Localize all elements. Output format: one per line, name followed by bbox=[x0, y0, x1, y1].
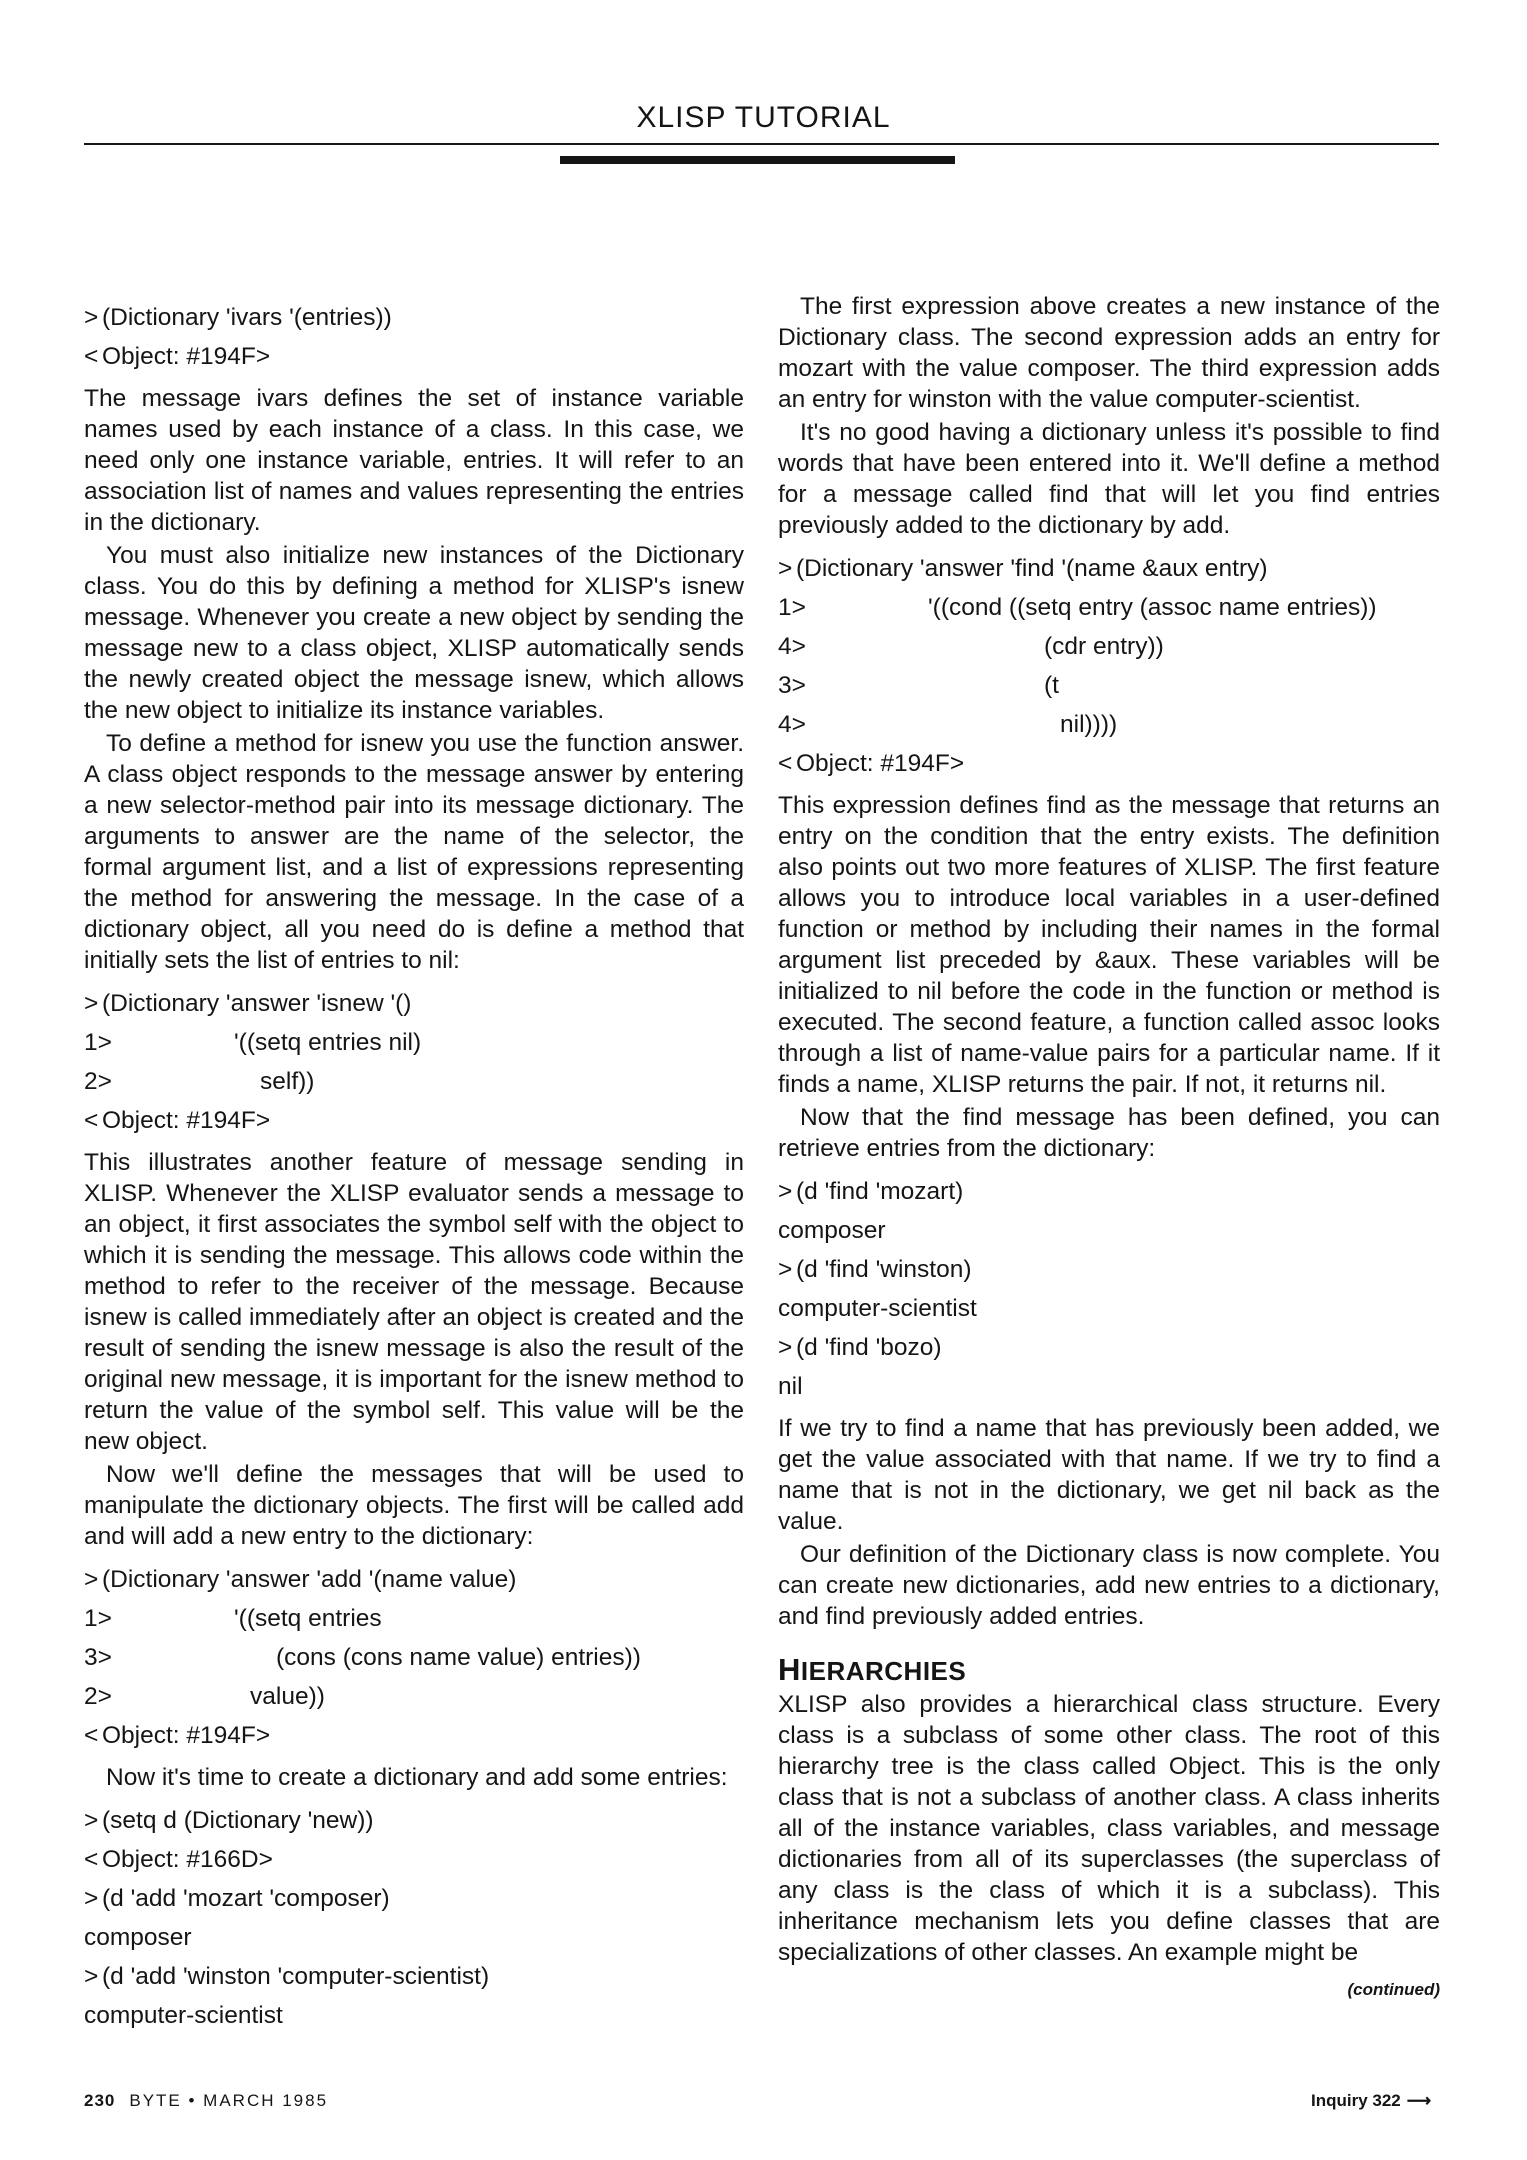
code-line: computer-scientist bbox=[84, 2002, 283, 2029]
code-block bbox=[84, 298, 744, 376]
paragraph: This expression defines find as the message that returns an entry on the condition that the entry exists. The definition also points out two more features of XLISP. The first feature allows you to introduce local variables in a user-defined function or method by including their names in the formal argument list preceded by &aux. These variables will be initialized to nil before the code in the function or method is executed. The second feature, a function called assoc looks through a list of name-value pairs for a particular name. If it finds a name, XLISP returns the pair. If not, it returns nil. bbox=[778, 792, 1440, 1098]
code-block bbox=[84, 984, 744, 1140]
header-bar bbox=[560, 156, 955, 164]
section-heading: HIERARCHIES bbox=[778, 1652, 967, 1687]
code-line: composer bbox=[778, 1217, 886, 1244]
magazine-issue: BYTE • MARCH 1985 bbox=[129, 2091, 329, 2110]
header-rule bbox=[84, 143, 1439, 145]
code-line: > (d 'find 'winston) bbox=[778, 1256, 972, 1283]
paragraph: XLISP also provides a hierarchical class structure. Every class is a subclass of some other class. The root of this hierarchy tree is the class called Object. This is the only class that is not a subclass of another class. A class inherits all of the instance variables, class variables, and message dictionaries from all of its superclasses (the superclass of any class is the class of which it is a subclass). This inheritance mechanism lets you define classes that are specializations of other classes. An example might be bbox=[778, 1691, 1440, 1966]
code-line: 3> (cons (cons name value) entries)) bbox=[84, 1644, 641, 1671]
code-line: > (d 'find 'bozo) bbox=[778, 1334, 942, 1361]
paragraph: Our definition of the Dictionary class is now complete. You can create new dictionaries, add new entries to a dictionary, and find previously added entries. bbox=[778, 1541, 1440, 1630]
paragraph: Now that the find message has been defined, you can retrieve entries from the dictionary: bbox=[778, 1104, 1440, 1162]
code-line: computer-scientist bbox=[778, 1295, 977, 1322]
code-line: nil bbox=[778, 1373, 803, 1400]
code-line: > (d 'add 'winston 'computer-scientist) bbox=[84, 1963, 490, 1990]
paragraph: If we try to find a name that has previously been added, we get the value associated with that name. If we try to find a name that is not in the dictionary, we get nil back as the value. bbox=[778, 1415, 1440, 1535]
inquiry-note bbox=[1311, 2091, 1431, 2111]
code-line: > (d 'find 'mozart) bbox=[778, 1178, 964, 1205]
paragraph: This illustrates another feature of message sending in XLISP. Whenever the XLISP evaluator sends a message to an object, it first associates the symbol self with the object to which it is sending the message. This allows code within the method to refer to the receiver of the message. Because isnew is called immediately after an object is created and the result of sending the isnew message is also the result of the original new message, it is important for the isnew method to return the value of the symbol self. This value will be the new object. bbox=[84, 1149, 744, 1455]
code-line: < Object: #194F> bbox=[84, 1107, 271, 1134]
paragraph: The first expression above creates a new instance of the Dictionary class. The second expression adds an entry for mozart with the value composer. The third expression adds an entry for winston with the value computer-scientist. bbox=[778, 293, 1440, 413]
code-block bbox=[778, 1172, 1440, 1406]
continued-note: (continued) bbox=[1347, 1980, 1440, 1999]
code-line: 1> '((cond ((setq entry (assoc name entries)) bbox=[778, 594, 1377, 621]
code-line: > (d 'add 'mozart 'composer) bbox=[84, 1885, 390, 1912]
code-line: 4> nil)))) bbox=[778, 711, 1118, 738]
code-line: 2> self)) bbox=[84, 1068, 315, 1095]
code-line: < Object: #194F> bbox=[84, 1722, 271, 1749]
paragraph: Now it's time to create a dictionary and add some entries: bbox=[106, 1764, 728, 1791]
code-line: > (Dictionary 'answer 'isnew '() bbox=[84, 990, 412, 1017]
code-line: < Object: #194F> bbox=[778, 750, 965, 777]
code-line: > (setq d (Dictionary 'new)) bbox=[84, 1807, 374, 1834]
code-line: < Object: #194F> bbox=[84, 343, 271, 370]
code-line: < Object: #166D> bbox=[84, 1846, 273, 1873]
paragraph: The message ivars defines the set of instance variable names used by each instance of a class. In this case, we need only one instance variable, entries. It will refer to an association list of names and values representing the entries in the dictionary. bbox=[84, 385, 744, 536]
inquiry-number: Inquiry 322 bbox=[1311, 2091, 1401, 2110]
code-line: > (Dictionary 'answer 'find '(name &aux entry) bbox=[778, 555, 1268, 582]
running-header: XLISP TUTORIAL bbox=[636, 101, 891, 134]
page-number: 230 bbox=[84, 2091, 116, 2110]
code-line: 3> (t bbox=[778, 672, 1059, 699]
code-line: 1> '((setq entries nil) bbox=[84, 1029, 422, 1056]
code-block bbox=[778, 549, 1440, 783]
code-line: 1> '((setq entries bbox=[84, 1605, 382, 1632]
code-block bbox=[84, 1801, 744, 2035]
paragraph: To define a method for isnew you use the function answer. A class object responds to the message answer by entering a new selector-method pair into its message dictionary. The arguments to answer are the name of the selector, the formal argument list, and a list of expressions representing the method for answering the message. In the case of a dictionary object, all you need do is define a method that initially sets the list of entries to nil: bbox=[84, 730, 744, 974]
code-line: > (Dictionary 'answer 'add '(name value) bbox=[84, 1566, 517, 1593]
code-line: 4> (cdr entry)) bbox=[778, 633, 1164, 660]
code-line: 2> value)) bbox=[84, 1683, 325, 1710]
code-block bbox=[84, 1560, 744, 1755]
code-line: > (Dictionary 'ivars '(entries)) bbox=[84, 304, 392, 331]
paragraph: You must also initialize new instances of the Dictionary class. You do this by defining a method for XLISP's isnew message. Whenever you create a new object by sending the message new to a class object, XLISP automatically sends the newly created object the message isnew, which allows the new object to initialize its instance variables. bbox=[84, 542, 744, 724]
right-column bbox=[778, 291, 1440, 2005]
left-column bbox=[84, 291, 744, 2042]
arrow-right-icon: ⟶ bbox=[1406, 2091, 1432, 2110]
footer-folio bbox=[84, 2091, 328, 2111]
code-line: composer bbox=[84, 1924, 192, 1951]
paragraph: It's no good having a dictionary unless it's possible to find words that have been entered into it. We'll define a method for a message called find that will let you find entries previously added to the dictionary by add. bbox=[778, 419, 1440, 539]
paragraph: Now we'll define the messages that will be used to manipulate the dictionary objects. The first will be called add and will add a new entry to the dictionary: bbox=[84, 1461, 744, 1550]
